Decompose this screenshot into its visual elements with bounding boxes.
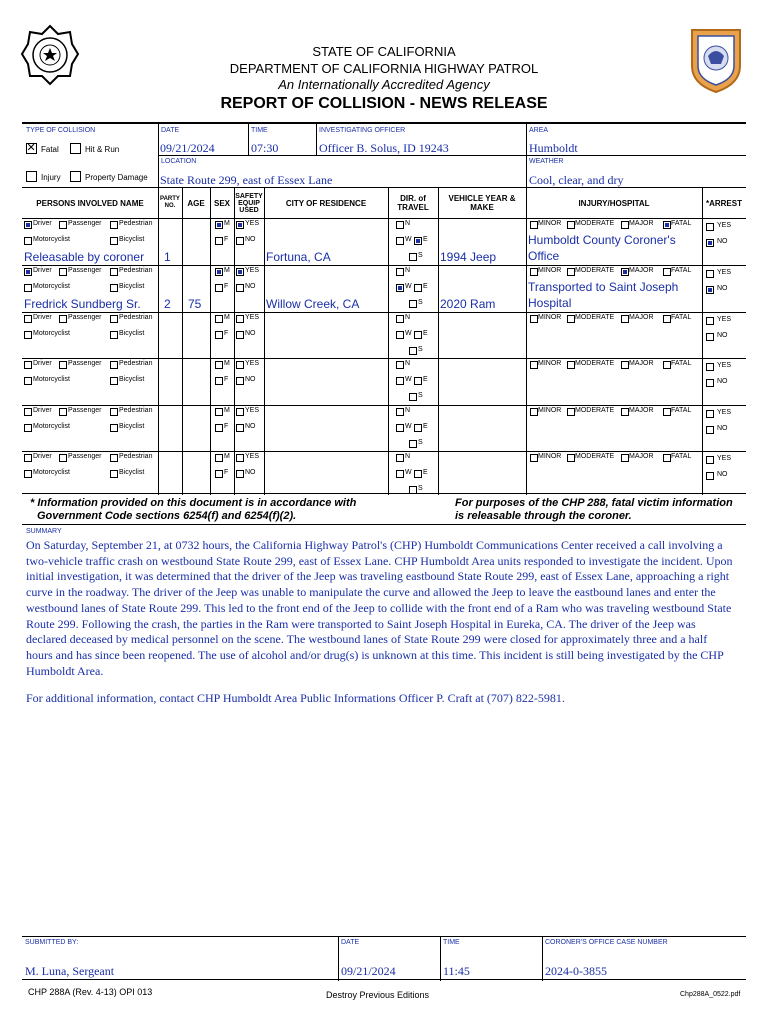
safety-no-checkbox[interactable] [236,331,244,339]
bicyclist-label: Bicyclist [119,283,145,290]
sex-f-label: F [224,469,229,476]
minor-checkbox[interactable] [530,454,538,462]
sex-m-label: M [224,407,230,414]
dir-n-label: N [405,453,411,460]
sex-f-label: F [224,423,229,430]
fatal-injury-label: FATAL [671,314,692,321]
arrest-yes-checkbox[interactable] [706,223,714,231]
dir-n-checkbox[interactable] [396,408,404,416]
pedestrian-checkbox[interactable] [110,268,118,276]
property-damage-checkbox[interactable] [70,171,81,182]
collision-weather: Cool, clear, and dry [529,173,624,187]
pedestrian-checkbox[interactable] [110,408,118,416]
passenger-checkbox[interactable] [59,361,67,369]
arrest-no-checkbox[interactable] [706,426,714,434]
sex-m-label: M [224,453,230,460]
pedestrian-label: Pedestrian [119,314,153,321]
fatal-injury-label: FATAL [671,267,692,274]
moderate-label: MODERATE [575,453,615,460]
arrest-yes-checkbox[interactable] [706,363,714,371]
footer-date-label: DATE [341,939,360,946]
motorcyclist-label: Motorcyclist [33,376,70,383]
moderate-label: MODERATE [575,314,615,321]
bicyclist-label: Bicyclist [119,423,145,430]
dir-w-checkbox[interactable] [396,424,404,432]
driver-checkbox[interactable] [24,361,32,369]
pedestrian-label: Pedestrian [119,360,153,367]
safety-no-label: NO [245,376,256,383]
dir-s-checkbox[interactable] [409,393,417,401]
dir-n-label: N [405,220,411,227]
arrest-no-checkbox[interactable] [706,286,714,294]
driver-checkbox[interactable] [24,454,32,462]
dir-w-label: W [405,376,412,383]
dir-n-checkbox[interactable] [396,361,404,369]
safety-no-label: NO [245,236,256,243]
dir-s-checkbox[interactable] [409,440,417,448]
sex-f-label: F [224,236,229,243]
major-label: MAJOR [629,407,654,414]
collision-form [22,122,746,494]
submission-footer [22,936,746,980]
safety-no-checkbox[interactable] [236,470,244,478]
col-safety: SAFETY EQUIP USED [235,192,263,214]
moderate-checkbox[interactable] [567,408,575,416]
driver-label: Driver [33,453,52,460]
passenger-label: Passenger [68,267,102,274]
moderate-label: MODERATE [575,267,615,274]
arrest-no-label: NO [717,238,728,245]
dir-e-checkbox[interactable] [414,237,422,245]
summary-body: On Saturday, September 21, at 0732 hours, the California Highway Patrol's (CHP) Humboldt Communications Center received a call involving a two-vehicle traffic crash on westbound State Route 299, east of Essex Lane. CHP Humboldt Area units responded to investigate the incident. Upon initial investigation, it was determined that the driver of the Jeep was traveling eastbound State Route 299, east of Essex Lane, approaching a right curve in the roadway. The driver of the Jeep was unable to manipulate the curve and allowed the Jeep to leave the eastbound lanes and enter the westbound lanes of State Route 299. This led to the front end of the Jeep to collide with the front end of a Ram who was traveling westbound State Route 299. Following the crash, the parties in the Ram were transported to Saint Joseph Hospital in Eureka, CA. The driver of the Jeep was declared deceased by medical personnel on the scene. The westbound lanes of State Route 299 were closed for approximately three and a half hours and has since been reopened. The use of alcohol and/or drug(s) is unknown at this time. This incident is still being investigated by the CHP Humboldt Area. [26,538,733,678]
bicyclist-checkbox[interactable] [110,284,118,292]
motorcyclist-checkbox[interactable] [24,424,32,432]
arrest-yes-label: YES [717,316,732,323]
fatal-injury-label: FATAL [671,360,692,367]
fatal-injury-checkbox[interactable] [663,315,671,323]
bicyclist-checkbox[interactable] [110,377,118,385]
moderate-checkbox[interactable] [567,361,575,369]
dir-n-label: N [405,407,411,414]
moderate-checkbox[interactable] [567,315,575,323]
dir-e-checkbox[interactable] [414,470,422,478]
pedestrian-label: Pedestrian [119,407,153,414]
major-label: MAJOR [629,220,654,227]
motorcyclist-label: Motorcyclist [33,469,70,476]
dir-w-label: W [405,469,412,476]
arrest-yes-checkbox[interactable] [706,410,714,418]
collision-date: 09/21/2024 [160,141,215,155]
area-label: AREA [529,127,549,134]
driver-label: Driver [33,407,52,414]
hit-run-label: Hit & Run [85,145,120,154]
col-party: PARTY NO. [160,196,180,209]
dir-e-label: E [423,469,428,476]
driver-label: Driver [33,360,52,367]
sex-f-checkbox[interactable] [215,470,223,478]
col-age: AGE [187,198,205,208]
summary-label: SUMMARY [26,528,62,535]
fatal-injury-checkbox[interactable] [663,221,671,229]
arrest-no-checkbox[interactable] [706,472,714,480]
sex-m-label: M [224,314,230,321]
safety-no-checkbox[interactable] [236,424,244,432]
major-checkbox[interactable] [621,361,629,369]
minor-label: MINOR [538,220,562,227]
footer-date: 09/21/2024 [341,964,396,978]
hospital-line-1: Transported to Saint Joseph [528,280,679,294]
dir-n-label: N [405,360,411,367]
dir-s-label: S [418,439,423,446]
note-left-2: Government Code sections 6254(f) and 6254(f)(2). [37,510,297,522]
pedestrian-label: Pedestrian [119,453,153,460]
dir-s-checkbox[interactable] [409,300,417,308]
motorcyclist-checkbox[interactable] [24,237,32,245]
minor-label: MINOR [538,407,562,414]
sex-f-checkbox[interactable] [215,424,223,432]
fatal-injury-checkbox[interactable] [663,268,671,276]
safety-yes-checkbox[interactable] [236,408,244,416]
minor-checkbox[interactable] [530,315,538,323]
page-title: REPORT OF COLLISION - NEWS RELEASE [220,95,548,112]
passenger-label: Passenger [68,407,102,414]
motorcyclist-checkbox[interactable] [24,377,32,385]
dir-w-checkbox[interactable] [396,377,404,385]
arrest-no-label: NO [717,378,728,385]
collision-area: Humboldt [529,141,578,155]
bicyclist-label: Bicyclist [119,330,145,337]
col-city: CITY OF RESIDENCE [285,198,367,208]
footer-time-label: TIME [443,939,460,946]
minor-checkbox[interactable] [530,408,538,416]
arrest-yes-label: YES [717,222,732,229]
driver-label: Driver [33,267,52,274]
dir-e-label: E [423,236,428,243]
dir-n-label: N [405,314,411,321]
passenger-label: Passenger [68,220,102,227]
driver-label: Driver [33,314,52,321]
dir-s-label: S [418,252,423,259]
driver-checkbox[interactable] [24,221,32,229]
dir-w-label: W [405,423,412,430]
minor-checkbox[interactable] [530,221,538,229]
header-department: DEPARTMENT OF CALIFORNIA HIGHWAY PATROL [229,61,539,76]
dir-w-label: W [405,330,412,337]
vehicle-year-make: 1994 Jeep [440,250,497,264]
case-number: 2024-0-3855 [545,964,607,978]
dir-w-checkbox[interactable] [396,470,404,478]
sex-m-checkbox[interactable] [215,315,223,323]
note-right-1: For purposes of the CHP 288, fatal victim information [455,497,733,509]
driver-label: Driver [33,220,52,227]
city-of-residence: Fortuna, CA [266,250,331,264]
driver-checkbox[interactable] [24,315,32,323]
arrest-no-label: NO [717,332,728,339]
moderate-label: MODERATE [575,220,615,227]
collision-location: State Route 299, east of Essex Lane [160,173,333,187]
sex-f-checkbox[interactable] [215,237,223,245]
safety-no-checkbox[interactable] [236,377,244,385]
moderate-checkbox[interactable] [567,221,575,229]
person-name: Fredrick Sundberg Sr. [24,297,141,311]
fatal-injury-label: FATAL [671,453,692,460]
pedestrian-checkbox[interactable] [110,221,118,229]
arrest-yes-label: YES [717,409,732,416]
major-checkbox[interactable] [621,221,629,229]
dir-n-checkbox[interactable] [396,221,404,229]
arrest-yes-label: YES [717,455,732,462]
minor-label: MINOR [538,267,562,274]
col-sex: SEX [213,198,230,208]
fatal-label: Fatal [41,145,59,154]
dir-s-checkbox[interactable] [409,253,417,261]
motorcyclist-label: Motorcyclist [33,423,70,430]
pedestrian-label: Pedestrian [119,267,153,274]
safety-yes-label: YES [245,314,260,321]
motorcyclist-label: Motorcyclist [33,236,70,243]
sex-f-checkbox[interactable] [215,331,223,339]
sex-m-checkbox[interactable] [215,454,223,462]
dir-n-checkbox[interactable] [396,315,404,323]
major-label: MAJOR [629,360,654,367]
safety-yes-label: YES [245,360,260,367]
moderate-label: MODERATE [575,407,615,414]
bicyclist-checkbox[interactable] [110,331,118,339]
arrest-no-label: NO [717,471,728,478]
driver-checkbox[interactable] [24,268,32,276]
major-checkbox[interactable] [621,268,629,276]
passenger-checkbox[interactable] [59,454,67,462]
investigating-officer: Officer B. Solus, ID 19243 [319,141,449,155]
dir-w-checkbox[interactable] [396,284,404,292]
col-arrest: *ARREST [705,198,742,208]
safety-no-label: NO [245,469,256,476]
sex-m-checkbox[interactable] [215,408,223,416]
minor-checkbox[interactable] [530,268,538,276]
col-dir: DIR. of TRAVEL [397,194,429,212]
arrest-yes-checkbox[interactable] [706,270,714,278]
safety-yes-label: YES [245,267,260,274]
arrest-no-label: NO [717,285,728,292]
motorcyclist-label: Motorcyclist [33,330,70,337]
safety-no-checkbox[interactable] [236,284,244,292]
motorcyclist-label: Motorcyclist [33,283,70,290]
passenger-label: Passenger [68,360,102,367]
submitted-by-label: SUBMITTED BY: [25,939,79,946]
dir-w-checkbox[interactable] [396,331,404,339]
injury-checkbox[interactable] [26,171,37,182]
header-state: STATE OF CALIFORNIA [312,44,456,59]
moderate-checkbox[interactable] [567,268,575,276]
note-left-1: * Information provided on this document is in accordance with [30,497,357,509]
passenger-checkbox[interactable] [59,268,67,276]
dir-e-checkbox[interactable] [414,377,422,385]
major-label: MAJOR [629,267,654,274]
sex-f-label: F [224,330,229,337]
safety-yes-label: YES [245,220,260,227]
sex-m-checkbox[interactable] [215,268,223,276]
arrest-yes-label: YES [717,269,732,276]
sex-m-checkbox[interactable] [215,221,223,229]
driver-checkbox[interactable] [24,408,32,416]
bicyclist-checkbox[interactable] [110,237,118,245]
passenger-checkbox[interactable] [59,221,67,229]
safety-yes-checkbox[interactable] [236,268,244,276]
minor-label: MINOR [538,360,562,367]
date-label: DATE [161,127,180,134]
dir-e-label: E [423,283,428,290]
dir-e-label: E [423,330,428,337]
submitted-by: M. Luna, Sergeant [25,964,115,978]
officer-label: INVESTIGATING OFFICER [319,127,406,134]
major-checkbox[interactable] [621,315,629,323]
dir-n-checkbox[interactable] [396,454,404,462]
party-number: 2 [164,297,171,311]
dir-e-checkbox[interactable] [414,331,422,339]
dir-e-label: E [423,423,428,430]
fatal-injury-checkbox[interactable] [663,454,671,462]
bicyclist-checkbox[interactable] [110,470,118,478]
dir-s-label: S [418,299,423,306]
pedestrian-checkbox[interactable] [110,315,118,323]
sex-f-checkbox[interactable] [215,284,223,292]
form-id: CHP 288A (Rev. 4-13) OPI 013 [28,987,153,997]
safety-no-label: NO [245,330,256,337]
bicyclist-label: Bicyclist [119,376,145,383]
arrest-no-label: NO [717,425,728,432]
summary-divider [22,524,746,525]
vehicle-year-make: 2020 Ram [440,297,496,311]
person-name: Releasable by coroner [24,250,145,264]
moderate-label: MODERATE [575,360,615,367]
type-of-collision-label: TYPE OF COLLISION [26,127,96,134]
safety-yes-checkbox[interactable] [236,315,244,323]
passenger-checkbox[interactable] [59,315,67,323]
sex-f-label: F [224,376,229,383]
dir-w-label: W [405,236,412,243]
arrest-yes-label: YES [717,362,732,369]
arrest-yes-checkbox[interactable] [706,317,714,325]
col-persons: PERSONS INVOLVED NAME [36,198,144,208]
dir-e-checkbox[interactable] [414,284,422,292]
minor-label: MINOR [538,453,562,460]
case-number-label: CORONER'S OFFICE CASE NUMBER [545,939,668,946]
injury-label: Injury [41,173,61,182]
motorcyclist-checkbox[interactable] [24,284,32,292]
dir-s-label: S [418,392,423,399]
major-label: MAJOR [629,453,654,460]
dir-s-checkbox[interactable] [409,347,417,355]
dir-n-checkbox[interactable] [396,268,404,276]
dir-w-checkbox[interactable] [396,237,404,245]
fatal-injury-checkbox[interactable] [663,408,671,416]
col-injury: INJURY/HOSPITAL [578,198,650,208]
party-number: 1 [164,250,171,264]
city-of-residence: Willow Creek, CA [266,297,360,311]
moderate-checkbox[interactable] [567,454,575,462]
hospital-line-2: Office [528,249,560,263]
arrest-no-checkbox[interactable] [706,333,714,341]
safety-no-checkbox[interactable] [236,237,244,245]
safety-no-label: NO [245,423,256,430]
sex-m-label: M [224,360,230,367]
note-right-2: is releasable through the coroner. [455,510,632,522]
bicyclist-checkbox[interactable] [110,424,118,432]
footer-time: 11:45 [443,964,470,978]
motorcyclist-checkbox[interactable] [24,331,32,339]
fatal-injury-label: FATAL [671,407,692,414]
property-damage-label: Property Damage [85,173,148,182]
location-label: LOCATION [161,158,197,165]
sex-f-checkbox[interactable] [215,377,223,385]
safety-yes-checkbox[interactable] [236,454,244,462]
bicyclist-label: Bicyclist [119,469,145,476]
person-age: 75 [188,297,202,311]
sex-m-checkbox[interactable] [215,361,223,369]
destroy-notice: Destroy Previous Editions [326,990,430,1000]
sex-f-label: F [224,283,229,290]
col-vehicle: VEHICLE YEAR & MAKE [448,194,516,212]
motorcyclist-checkbox[interactable] [24,470,32,478]
dir-s-label: S [418,346,423,353]
time-label: TIME [251,127,268,134]
summary-contact: For additional information, contact CHP Humboldt Area Public Informations Officer P. Craft at (707) 822-5981. [26,691,565,705]
weather-label: WEATHER [529,158,564,165]
sex-m-label: M [224,267,230,274]
minor-checkbox[interactable] [530,361,538,369]
fatal-injury-label: FATAL [671,220,692,227]
arrest-no-checkbox[interactable] [706,379,714,387]
arrest-no-checkbox[interactable] [706,239,714,247]
fatal-injury-checkbox[interactable] [663,361,671,369]
dir-s-checkbox[interactable] [409,486,417,494]
pedestrian-label: Pedestrian [119,220,153,227]
major-checkbox[interactable] [621,454,629,462]
major-label: MAJOR [629,314,654,321]
dir-e-label: E [423,376,428,383]
passenger-checkbox[interactable] [59,408,67,416]
pedestrian-checkbox[interactable] [110,454,118,462]
passenger-label: Passenger [68,453,102,460]
major-checkbox[interactable] [621,408,629,416]
fatal-check-mark-icon: ✕ [26,142,36,154]
dir-w-label: W [405,283,412,290]
safety-yes-label: YES [245,453,260,460]
file-code: Chp288A_0522.pdf [680,991,741,998]
pedestrian-checkbox[interactable] [110,361,118,369]
header-tagline: An Internationally Accredited Agency [278,77,490,92]
passenger-label: Passenger [68,314,102,321]
dir-e-checkbox[interactable] [414,424,422,432]
hospital-line-1: Humboldt County Coroner's [528,233,676,247]
safety-yes-checkbox[interactable] [236,361,244,369]
hospital-line-2: Hospital [528,296,572,310]
safety-yes-checkbox[interactable] [236,221,244,229]
minor-label: MINOR [538,314,562,321]
dir-s-label: S [418,485,423,492]
bicyclist-label: Bicyclist [119,236,145,243]
hit-run-checkbox[interactable] [70,143,81,154]
collision-time: 07:30 [251,141,279,155]
arrest-yes-checkbox[interactable] [706,456,714,464]
dir-n-label: N [405,267,411,274]
safety-yes-label: YES [245,407,260,414]
safety-no-label: NO [245,283,256,290]
sex-m-label: M [224,220,230,227]
